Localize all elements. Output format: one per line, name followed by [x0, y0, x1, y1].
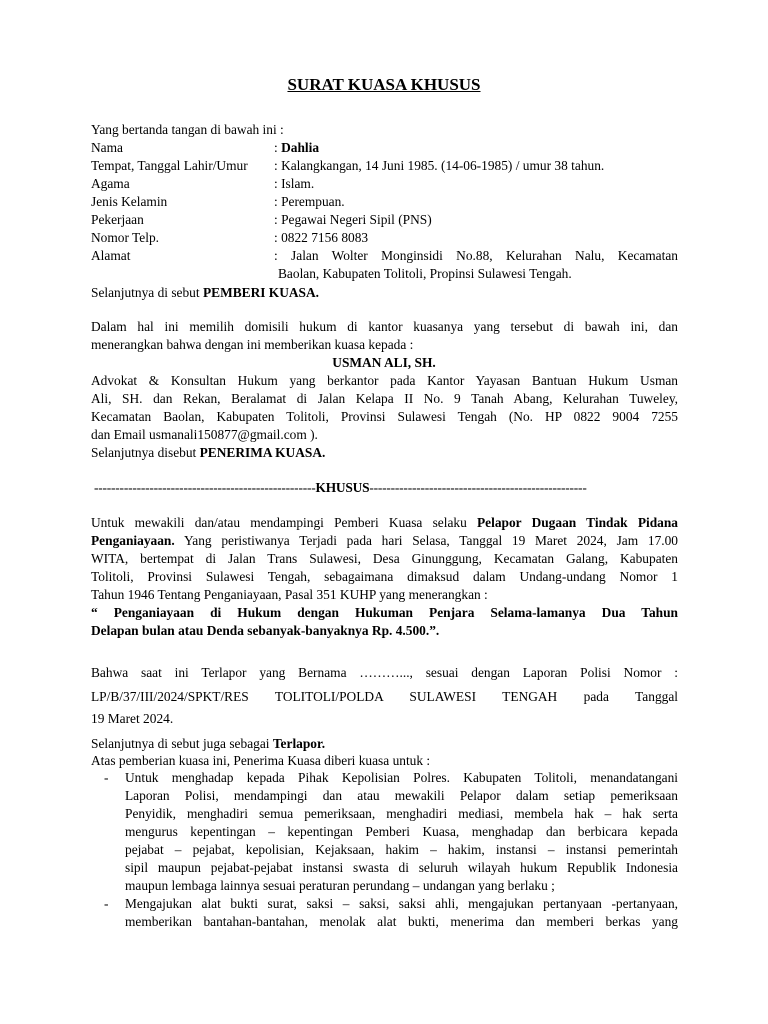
- untuk-line7-bold: Delapan bulan atau Denda sebanyak-banyaknya Rp. 4.500.”.: [91, 623, 440, 638]
- bahwa-line3: 19 Maret 2024.: [91, 711, 174, 726]
- khusus-heading: KHUSUS: [315, 480, 370, 495]
- domisili-line2: menerangkan bahwa dengan ini memberikan kuasa kepada :: [91, 337, 414, 352]
- bullet1-line1: Untuk menghadap kepada Pihak Kepolisian Polres. Kabupaten Tolitoli, menandatangani: [125, 770, 678, 785]
- penerima-name-bold: USMAN ALI, SH.: [332, 355, 436, 370]
- ttl-value: : Kalangkangan, 14 Juni 1985. (14-06-1985) / umur 38 tahun.: [274, 158, 605, 173]
- agama-value: : Islam.: [274, 176, 315, 191]
- alamat-label: Alamat: [91, 248, 131, 263]
- agama-label: Agama: [91, 176, 130, 191]
- bullet2-line2: memberikan bantahan-bantahan, menolak alat bukti, menerima dan memberi berkas yang: [125, 914, 678, 929]
- khusus-left-dashes: ----------------------------------------------------: [94, 480, 316, 495]
- bullet1-line7: maupun lembaga lainnya sesuai peraturan perundang – undangan yang berlaku ;: [125, 878, 555, 893]
- bullet1-line4: mengurus kepentingan – kepentingan Pemberi Kuasa, menghadap dan berbicara kepada: [125, 824, 678, 839]
- untuk-line2: [91, 532, 678, 550]
- pemberi-bold: PEMBERI KUASA.: [202, 285, 320, 300]
- untuk-line5: Tahun 1946 Tentang Penganiayaan, Pasal 351 KUHP yang menerangkan :: [91, 587, 488, 602]
- untuk-line1-bold: Pelapor Dugaan Tindak Pidana: [476, 515, 679, 530]
- ttl-label: Tempat, Tanggal Lahir/Umur: [91, 158, 248, 173]
- bullet1-line3: Penyidik, menghadiri semua pemeriksaan, menghadiri mediasi, membela hak – hak serta: [125, 806, 678, 821]
- pemberi-kuasa-line: [91, 284, 319, 302]
- advokat-line2: Ali, SH. dan Rekan, Beralamat di Jalan Kelapa II No. 9 Tanah Abang, Kelurahan Tuweley,: [91, 391, 678, 406]
- bullet-dash-1: -: [104, 770, 109, 785]
- bahwa-line1: Bahwa saat ini Terlapor yang Bernama ………..., sesuai dengan Laporan Polisi Nomor :: [91, 665, 678, 680]
- terlapor-bold: Terlapor.: [272, 736, 326, 751]
- nama-value: : Dahlia: [274, 140, 320, 155]
- untuk-line7: [91, 622, 678, 640]
- jk-value: : Perempuan.: [274, 194, 345, 209]
- advokat-line3: Kecamatan Baolan, Kabupaten Tolitoli, Provinsi Sulawesi Tengah (No. HP 0822 9004 7255: [91, 409, 678, 424]
- untuk-line2-rest: Yang peristiwanya Terjadi pada hari Selasa, Tanggal 19 Maret 2024, Jam 17.00: [174, 533, 678, 548]
- untuk-line2-bold: Penganiayaan.: [91, 533, 175, 548]
- jk-label: Jenis Kelamin: [91, 194, 168, 209]
- untuk-line4: Tolitoli, Provinsi Sulawesi Tengah, sebagaimana dimaksud dalam Undang-undang Nomor 1: [91, 569, 678, 584]
- untuk-line3: WITA, bertempat di Jalan Trans Sulawesi, Desa Ginunggung, Kecamatan Galang, Kabupaten: [91, 551, 678, 566]
- penerima-name: [0, 354, 768, 372]
- pemberi-prefix: Selanjutnya di sebut: [91, 285, 203, 300]
- pekerjaan-value: : Pegawai Negeri Sipil (PNS): [274, 212, 432, 227]
- penerima-bold: PENERIMA KUASA.: [199, 445, 326, 460]
- domisili-line1: Dalam hal ini memilih domisili hukum di kantor kuasanya yang tersebut di bawah ini, dan: [91, 319, 678, 334]
- nama-label: Nama: [91, 140, 123, 155]
- alamat-line1: : Jalan Wolter Monginsidi No.88, Kelurahan Nalu, Kecamatan: [274, 248, 678, 263]
- untuk-line1-prefix: Untuk mewakili dan/atau mendampingi Pemberi Kuasa selaku: [91, 515, 477, 530]
- bullet1-line2: Laporan Polisi, mendampingi dan atau mewakili Pelapor dalam setiap pemeriksaan: [125, 788, 678, 803]
- nama-bold: Dahlia: [281, 140, 320, 155]
- bullet1-line5: pejabat – pejabat, kepolisian, Kejaksaan, hakim – hakim, instansi – instansi pemerintah: [125, 842, 678, 857]
- bullet2-line1: Mengajukan alat bukti surat, saksi – saksi, saksi ahli, mengajukan pertanyaan -pertanyaan,: [125, 896, 678, 911]
- pekerjaan-label: Pekerjaan: [91, 212, 144, 227]
- khusus-right-dashes: ---------------------------------------------------: [369, 480, 587, 495]
- telp-value: : 0822 7156 8083: [274, 230, 369, 245]
- intro-text: Yang bertanda tangan di bawah ini :: [91, 122, 284, 137]
- telp-label: Nomor Telp.: [91, 230, 159, 245]
- khusus-divider: [94, 479, 587, 497]
- bahwa-line2: LP/B/37/III/2024/SPKT/RES TOLITOLI/POLDA SULAWESI TENGAH pada Tanggal: [91, 689, 678, 704]
- advokat-line1: Advokat & Konsultan Hukum yang berkantor pada Kantor Yayasan Bantuan Hukum Usman: [91, 373, 678, 388]
- terlapor-prefix: Selanjutnya di sebut juga sebagai: [91, 736, 273, 751]
- untuk-line6: [91, 604, 678, 622]
- terlapor-line: [91, 735, 325, 753]
- bullet-dash-2: -: [104, 896, 109, 911]
- untuk-line1: [91, 514, 678, 532]
- advokat-line4: dan Email usmanali150877@gmail.com ).: [91, 427, 318, 442]
- document-title: SURAT KUASA KHUSUS: [287, 75, 481, 94]
- atas-line: Atas pemberian kuasa ini, Penerima Kuasa diberi kuasa untuk :: [91, 753, 431, 768]
- alamat-line2: Baolan, Kabupaten Tolitoli, Propinsi Sulawesi Tengah.: [278, 266, 572, 281]
- penerima-kuasa-line: [91, 444, 325, 462]
- bullet1-line6: sipil maupun pejabat-pejabat instansi swasta di seluruh wilayah hukum Republik Indonesia: [125, 860, 678, 875]
- untuk-line6-bold: “ Penganiayaan di Hukum dengan Hukuman Penjara Selama-lamanya Dua Tahun: [91, 605, 678, 620]
- penerima-prefix: Selanjutnya disebut: [91, 445, 200, 460]
